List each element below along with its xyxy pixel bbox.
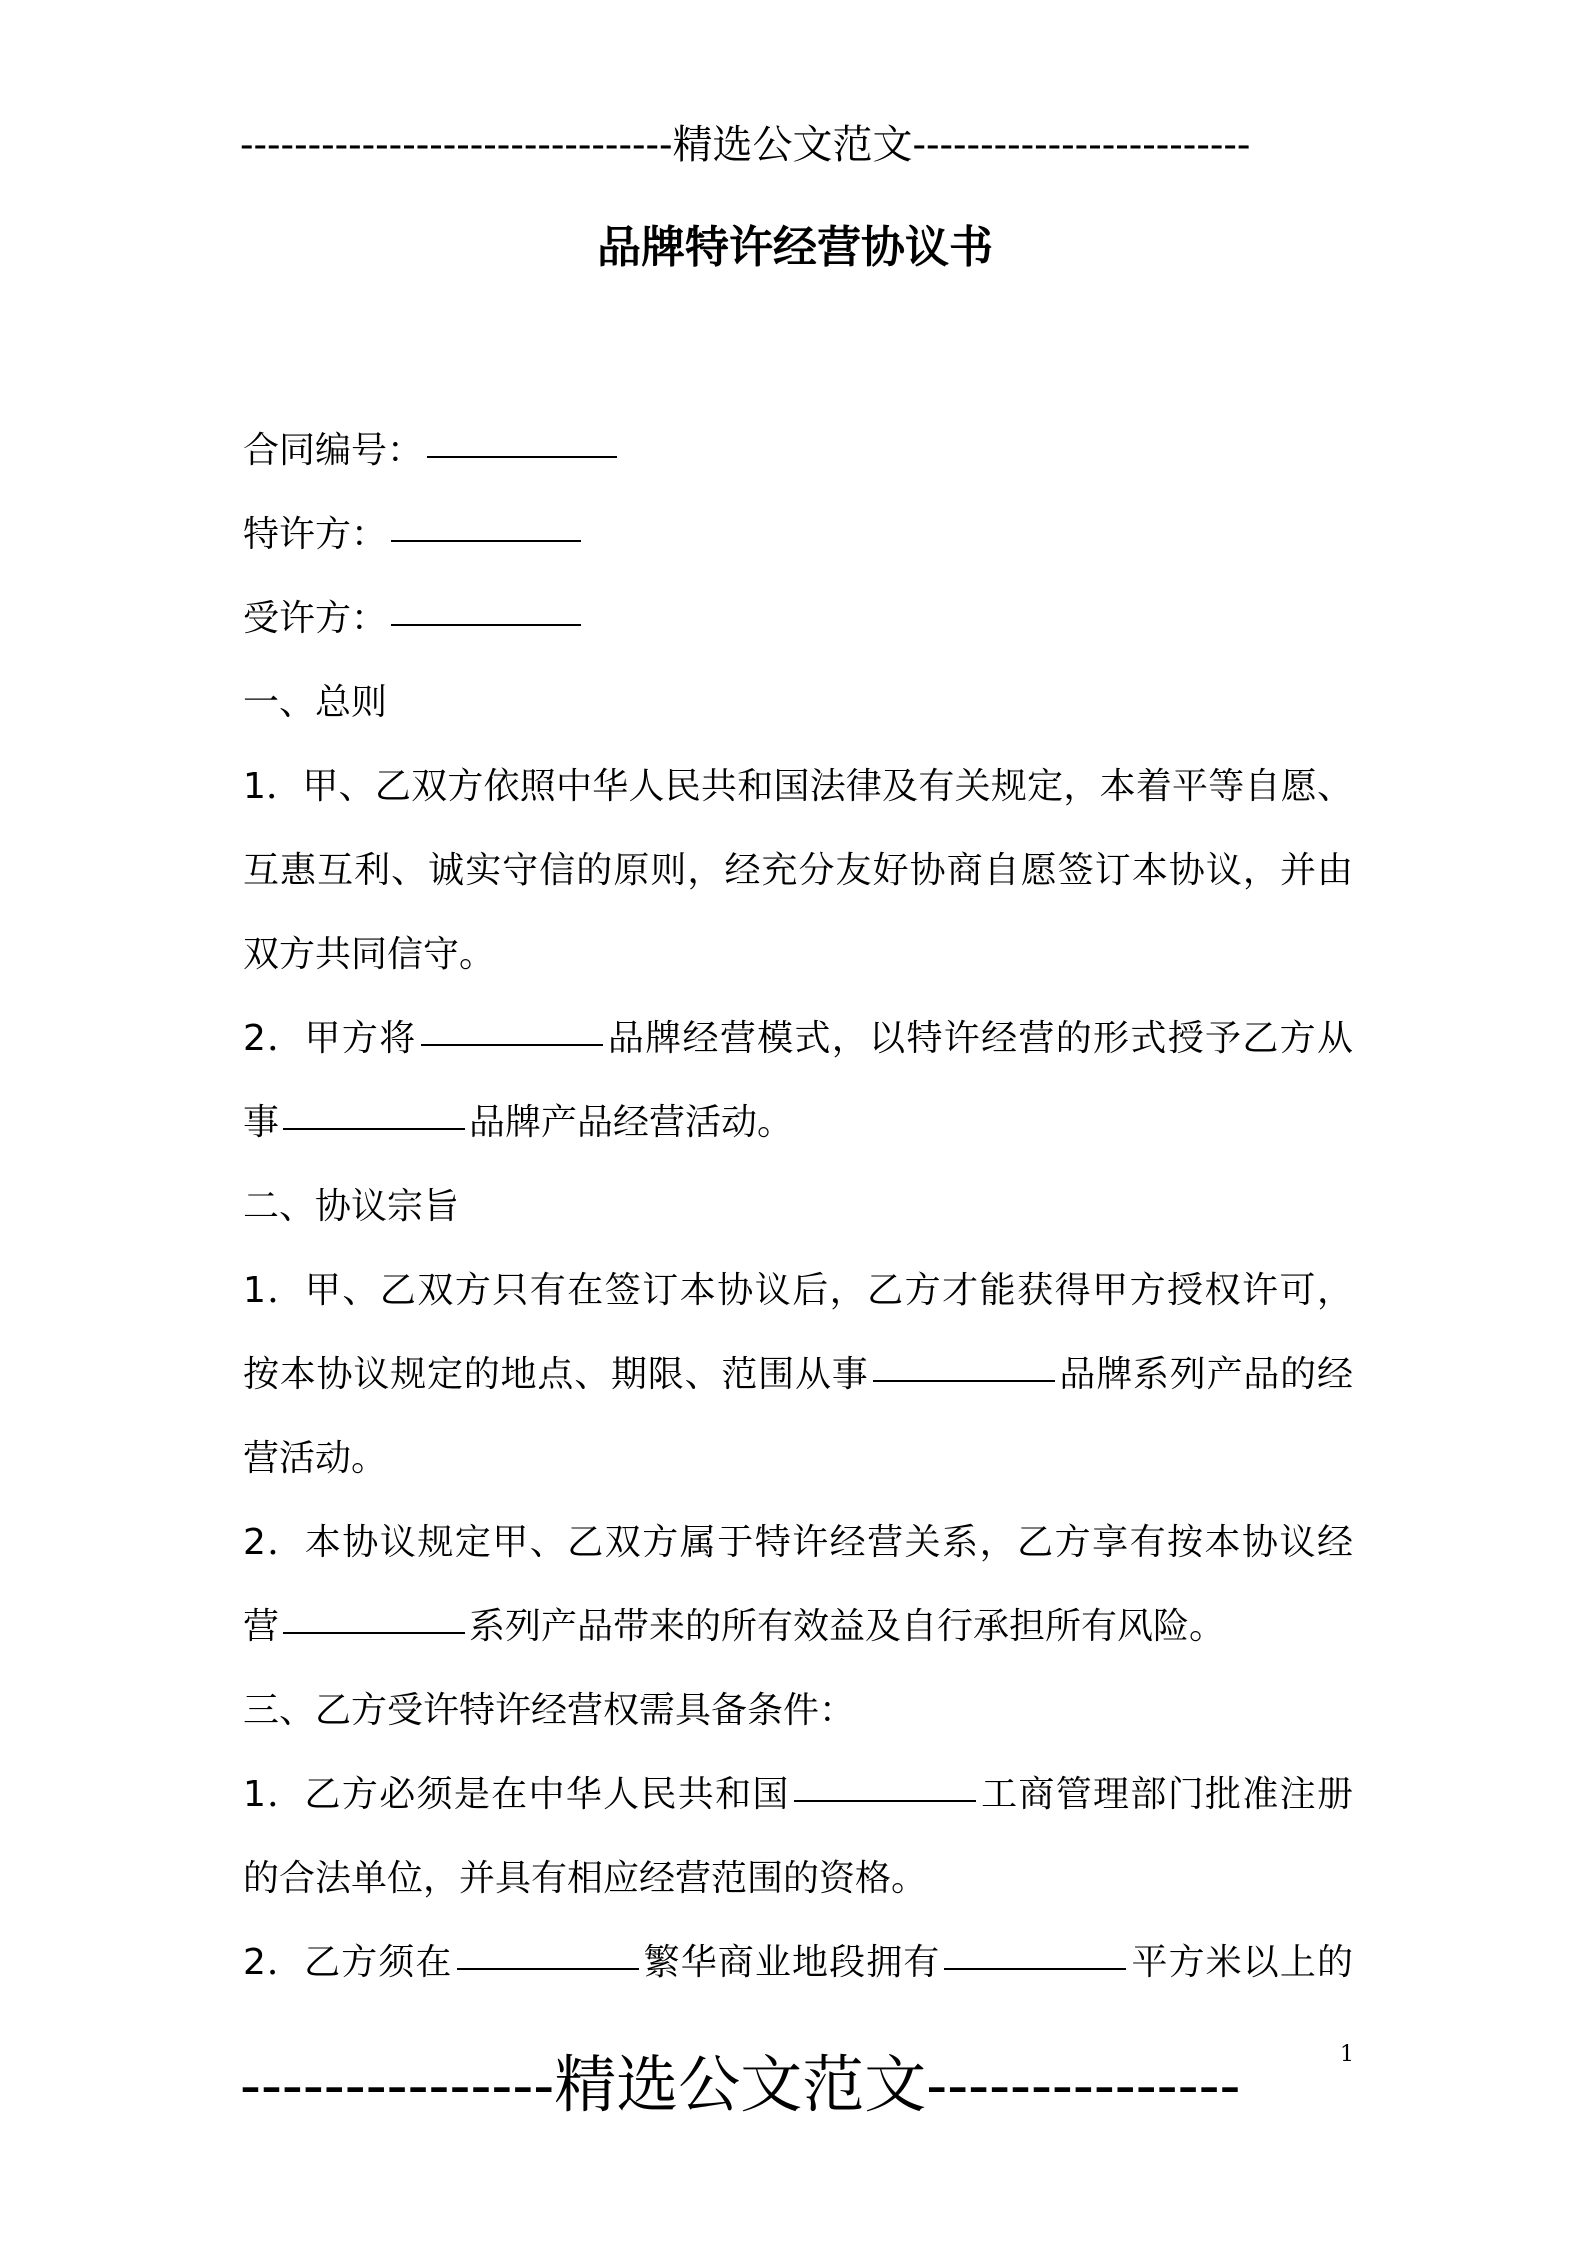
franchisor-blank	[391, 500, 581, 542]
text-segment: 品牌产品经营活动。	[469, 1102, 794, 1143]
contract-number-blank	[427, 416, 617, 458]
text-segment: 工商管理部门批准注册	[979, 1774, 1353, 1815]
brand-name-blank	[421, 1004, 603, 1046]
brand-product-blank	[283, 1088, 465, 1130]
paragraph-line	[243, 1921, 1353, 2005]
section-heading: 一、总则	[243, 682, 388, 723]
franchisee-blank	[391, 584, 581, 626]
franchisor-label: 特许方：	[243, 514, 388, 555]
paragraph-line: 2．本协议规定甲、乙双方属于特许经营关系，乙方享有按本协议经	[243, 1522, 1353, 1563]
text-segment: 系列产品带来的所有效益及自行承担所有风险。	[469, 1606, 1226, 1647]
text-segment: 按本协议规定的地点、期限、范围从事	[243, 1354, 869, 1395]
text-segment: 2．甲方将	[243, 1018, 417, 1059]
section-heading: 二、协议宗旨	[243, 1186, 460, 1227]
paragraph-line: 营活动。	[243, 1438, 388, 1479]
document-title: 品牌特许经营协议书	[597, 222, 993, 273]
text-segment: 2．乙方须在	[243, 1942, 453, 1983]
paragraph-line: 1．甲、乙双方依照中华人民共和国法律及有关规定，本着平等自愿、	[243, 766, 1353, 807]
area-blank	[944, 1928, 1126, 1970]
text-segment: 繁华商业地段拥有	[642, 1942, 941, 1983]
brand-series-blank	[873, 1340, 1055, 1382]
page-header: --------------------------------精选公文范文-------------------------	[240, 122, 1251, 168]
text-segment: 平方米以上的	[1130, 1942, 1353, 1983]
text-segment: 1．乙方必须是在中华人民共和国	[243, 1774, 790, 1815]
page-number: 1	[1340, 2042, 1354, 2067]
franchisor-line	[243, 493, 1353, 577]
document-body	[243, 409, 1353, 2005]
product-series-blank	[283, 1592, 465, 1634]
page-footer: ---------------精选公文范文---------------	[240, 2048, 1241, 2121]
section-heading: 三、乙方受许特许经营权需具备条件：	[243, 1690, 856, 1731]
franchisee-line	[243, 577, 1353, 661]
location-blank	[457, 1928, 639, 1970]
paragraph-line	[243, 1753, 1353, 1837]
text-segment: 品牌系列产品的经	[1058, 1354, 1353, 1395]
franchisee-label: 受许方：	[243, 598, 388, 639]
paragraph-line: 互惠互利、诚实守信的原则，经充分友好协商自愿签订本协议，并由	[243, 850, 1353, 891]
paragraph-line	[243, 1081, 1353, 1165]
paragraph-line: 的合法单位，并具有相应经营范围的资格。	[243, 1858, 928, 1899]
paragraph-line	[243, 1585, 1353, 1669]
text-segment: 品牌经营模式，以特许经营的形式授予乙方从	[606, 1018, 1353, 1059]
region-blank	[794, 1760, 976, 1802]
contract-number-line	[243, 409, 1353, 493]
paragraph-line: 1．甲、乙双方只有在签订本协议后，乙方才能获得甲方授权许可，	[243, 1270, 1353, 1311]
contract-number-label: 合同编号：	[243, 430, 424, 471]
paragraph-line	[243, 1333, 1353, 1417]
text-segment: 营	[243, 1606, 280, 1647]
paragraph-line: 双方共同信守。	[243, 934, 496, 975]
text-segment: 事	[243, 1102, 280, 1143]
paragraph-line	[243, 997, 1353, 1081]
